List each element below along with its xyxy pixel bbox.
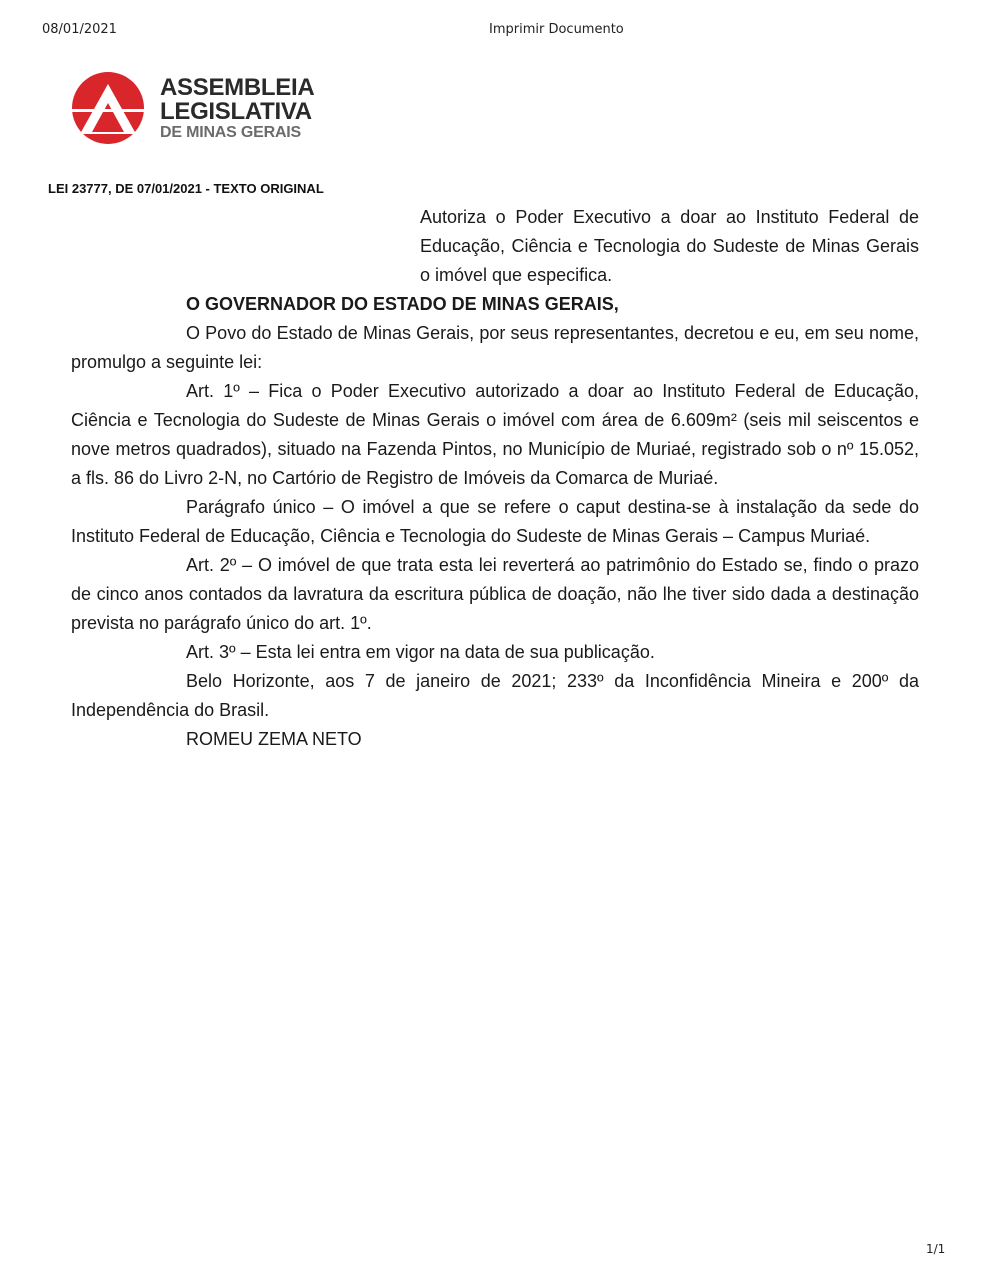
- law-heading: LEI 23777, DE 07/01/2021 - TEXTO ORIGINAL: [48, 181, 324, 196]
- law-ementa: Autoriza o Poder Executivo a doar ao Instituto Federal de Educação, Ciência e Tecnologia do Sudeste de Minas Gerais o imóvel que especifica.: [420, 207, 919, 285]
- logo-line-minas-gerais: DE MINAS GERAIS: [160, 124, 302, 141]
- article-1-sole-paragraph: Parágrafo único – O imóvel a que se refere o caput destina-se à instalação da sede do Instituto Federal de Educação, Ciência e Tecnologia do Sudeste de Minas Gerais – Campus Muriaé.: [71, 497, 919, 546]
- logo-line-assembleia: ASSEMBLEIA: [160, 74, 315, 101]
- governor-heading: O GOVERNADOR DO ESTADO DE MINAS GERAIS,: [186, 294, 619, 314]
- promulgation-paragraph: O Povo do Estado de Minas Gerais, por seus representantes, decretou e eu, em seu nome, promulgo a seguinte lei:: [71, 323, 919, 372]
- article-1: Art. 1º – Fica o Poder Executivo autorizado a doar ao Instituto Federal de Educação, Ciência e Tecnologia do Sudeste de Minas Gerais o imóvel com área de 6.609m² (seis mil seiscentos e nove metros quadrados), situado na Fazenda Pintos, no Município de Muriaé, registrado sob o nº 15.052, a fls. 86 do Livro 2-N, no Cartório de Registro de Imóveis da Comarca de Muriaé.: [71, 381, 919, 488]
- almg-emblem-icon: [64, 70, 152, 146]
- almg-logo: [64, 70, 315, 150]
- signature: ROMEU ZEMA NETO: [186, 729, 362, 749]
- print-title: Imprimir Documento: [489, 22, 624, 37]
- logo-wordmark: [160, 76, 314, 141]
- article-3: Art. 3º – Esta lei entra em vigor na data de sua publicação.: [186, 642, 655, 662]
- page-number: 1/1: [926, 1242, 946, 1256]
- print-date: 08/01/2021: [42, 22, 117, 37]
- law-body: [71, 290, 919, 754]
- print-header: [0, 22, 989, 42]
- logo-line-legislativa: LEGISLATIVA: [160, 98, 312, 125]
- article-2: Art. 2º – O imóvel de que trata esta lei reverterá ao patrimônio do Estado se, findo o prazo de cinco anos contados da lavratura da escritura pública de doação, não lhe tiver sido dada a destinação prevista no parágrafo único do art. 1º.: [71, 555, 919, 633]
- place-date-line: Belo Horizonte, aos 7 de janeiro de 2021; 233º da Inconfidência Mineira e 200º da Independência do Brasil.: [71, 671, 919, 720]
